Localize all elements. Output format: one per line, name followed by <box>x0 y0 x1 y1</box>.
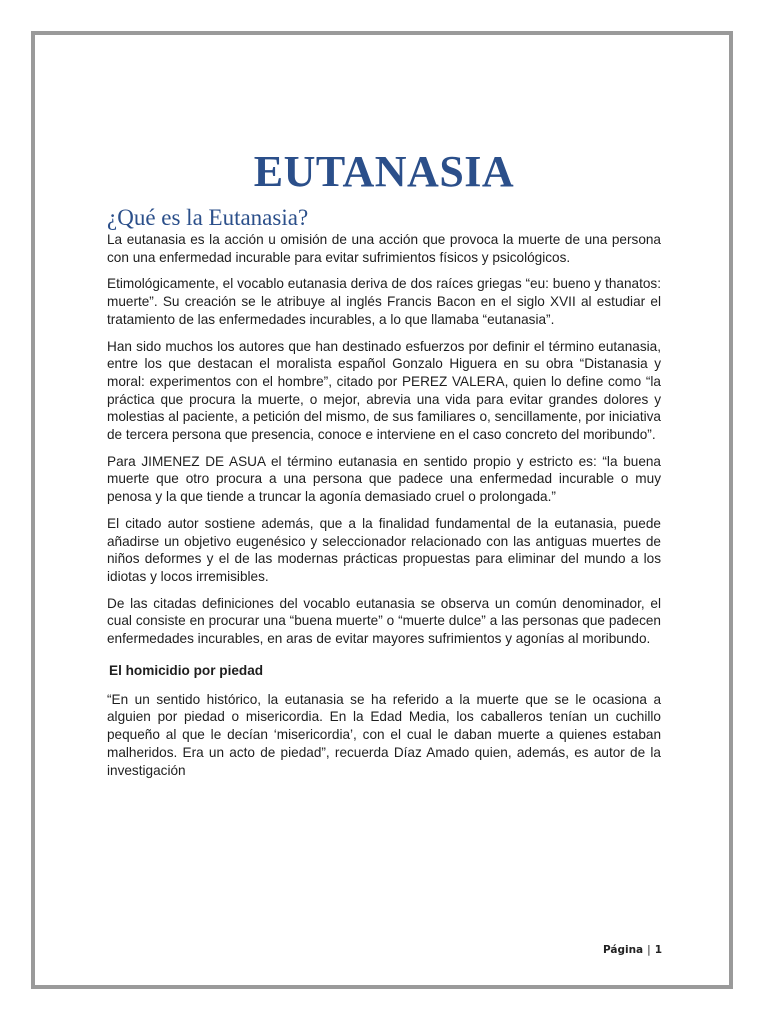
paragraph-jimenez-de-asua: Para JIMENEZ DE ASUA el término eutanasia en sentido propio y estricto es: “la buena muerte que otro procura a una persona que padece una enfermedad incurable o muy penosa y la que tiende a truncar la agonía demasiado cruel o prolongada.” <box>107 453 661 505</box>
page-number: 1 <box>654 944 662 956</box>
subheading-homicidio-por-piedad: El homicidio por piedad <box>109 662 264 678</box>
page-footer <box>603 944 662 956</box>
page-label: Página <box>602 944 644 956</box>
paragraph-authors: Han sido muchos los autores que han destinado esfuerzos por definir el término eutanasia, entre los que destacan el moralista español Gonzalo Higuera en su obra “Distanasia y moral: experimentos con el hombre”, citado por PEREZ VALERA, quien lo define como “la práctica que procura la muerte, o mejor, abrevia una vida para evitar grandes dolores y molestias al paciente, a petición del mismo, de sus familiares o, sencillamente, por iniciativa de tercera persona que presencia, conoce e interviene en el caso concreto del moribundo”. <box>107 338 661 443</box>
paragraph-definition: La eutanasia es la acción u omisión de una acción que provoca la muerte de una persona con una enfermedad incurable para evitar sufrimientos físicos y psicológicos. <box>107 232 661 265</box>
paragraph-eugenic-objective: El citado autor sostiene además, que a la finalidad fundamental de la eutanasia, puede añadirse un objetivo eugenésico y seleccionador relacionado con las antiguas muertes de niños deformes y el de las modernas prácticas propuestas para eliminar del mundo a los idiotas y locos irremisibles. <box>107 515 661 584</box>
document-title: EUTANASIA <box>253 147 515 196</box>
paragraph-historical-sense: “En un sentido histórico, la eutanasia se ha referido a la muerte que se le ocasiona a alguien por piedad o misericordia. En la Edad Media, los caballeros tenían un cuchillo pequeño al que le decían ‘misericordia’, con el cual le daban muerte a quienes estaban malheridos. Era un acto de piedad”, recuerda Díaz Amado quien, además, es autor de la investigación <box>107 691 661 778</box>
paragraph-etymology: Etimológicamente, el vocablo eutanasia deriva de dos raíces griegas “eu: bueno y thanatos: muerte”. Su creación se le atribuye al inglés Francis Bacon en el siglo XVII al estudiar el tratamiento de las enfermedades incurables, a lo que llamaba “eutanasia”. <box>107 276 661 327</box>
document-body <box>107 144 661 788</box>
paragraph-common-denominator: De las citadas definiciones del vocablo eutanasia se observa un común denominador, el cual consiste en procurar una “buena muerte” o “muerte dulce” a las personas que padecen enfermedades incurables, en aras de evitar mayores sufrimientos y agonías al moribundo. <box>107 595 661 647</box>
section-heading: ¿Qué es la Eutanasia? <box>107 205 309 230</box>
footer-separator: | <box>647 944 651 956</box>
